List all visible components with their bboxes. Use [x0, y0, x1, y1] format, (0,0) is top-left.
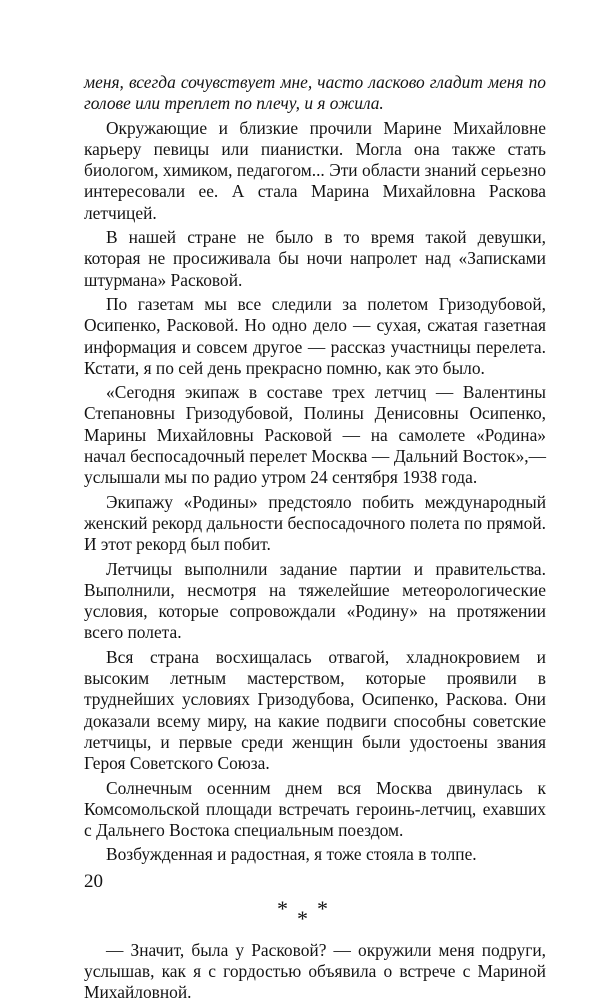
paragraph-dialogue: — Значит, была у Расковой? — окружили меня подруги, услышав, как я с гордостью объявила о встрече с Мариной Михайловной.	[84, 939, 546, 1003]
separator-star: *	[317, 895, 328, 921]
paragraph: Возбужденная и радостная, я тоже стояла в толпе.	[106, 844, 477, 865]
paragraph: Вся страна восхищалась отвагой, хладнокровием и высоким летным мастерством, которые проявили в труднейших условиях Гризодубова, Осипенко, Раскова. Они доказали всему миру, на какие подвиги способны советские летчицы, и первые среди женщин были удостоены звания Героя Советского Союза.	[84, 646, 546, 774]
paragraph-continuation: меня, всегда сочувствует мне, часто ласково гладит меня по голове или треплет по плечу, и я ожила.	[84, 72, 546, 114]
separator-star: *	[277, 895, 288, 921]
page-text-block	[84, 72, 546, 1004]
paragraph: В нашей стране не было в то время такой девушки, которая не просиживала бы ночи напролет над «Записками штурмана» Расковой.	[84, 227, 546, 290]
paragraph: Окружающие и близкие прочили Марине Михайловне карьеру певицы или пианистки. Могла она также стать биологом, химиком, педагогом... Эти области знаний серьезно интересовали ее. А стала Марина Михайловна Раскова летчицей.	[84, 117, 546, 223]
page-number: 20	[84, 871, 103, 892]
section-separator	[84, 894, 546, 934]
paragraph-quote: «Сегодня экипаж в составе трех летчиц — Валентины Степановны Гризодубовой, Полины Денисовны Осипенко, Марины Михайловны Расковой — на самолете «Родина» начал беспосадочный перелет Москва — Дальний Восток»,—услышали мы по радио утром 24 сентября 1938 года.	[84, 382, 546, 488]
paragraph: Летчицы выполнили задание партии и правительства. Выполнили, несмотря на тяжелейшие метеорологические условия, которые сопровождали «Родину» на протяжении всего полета.	[84, 558, 546, 643]
paragraph: Экипажу «Родины» предстояло побить международный женский рекорд дальности беспосадочного полета по прямой. И этот рекорд был побит.	[84, 491, 546, 555]
separator-star: *	[297, 905, 308, 931]
paragraph: Солнечным осенним днем вся Москва двинулась к Комсомольской площади встречать героинь-летчиц, ехавших с Дальнего Востока специальным поездом.	[84, 777, 546, 841]
paragraph: По газетам мы все следили за полетом Гризодубовой, Осипенко, Расковой. Но одно дело — сухая, сжатая газетная информация и совсем другое — рассказ участницы перелета. Кстати, я по сей день прекрасно помню, как это было.	[84, 293, 546, 378]
